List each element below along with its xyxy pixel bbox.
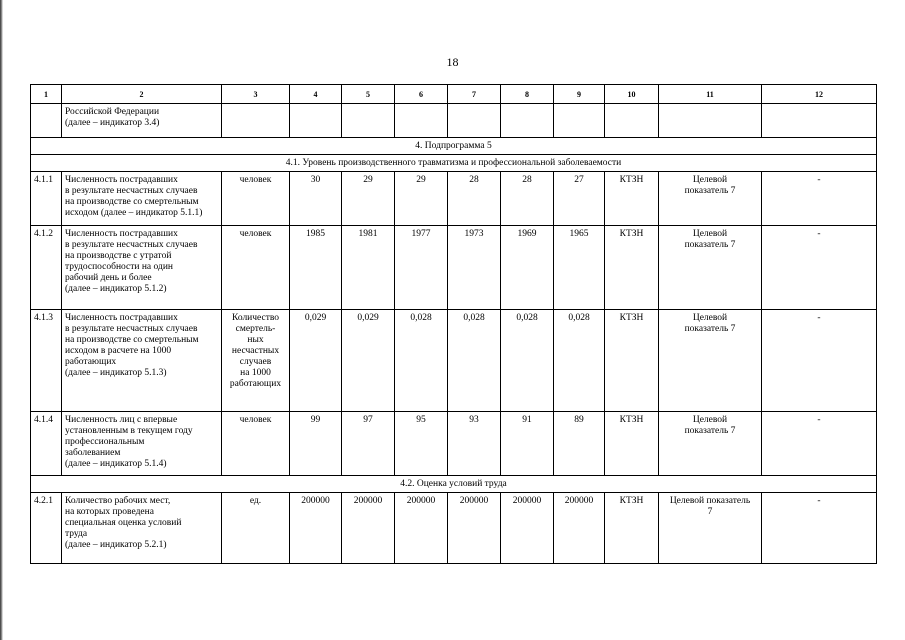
cell-indicator-name: Количество рабочих мест, на которых проведена специальная оценка условий труда (далее – индикатор 5.2.1): [62, 493, 222, 564]
cell-value-6: 27: [554, 172, 605, 226]
cell-responsible: КТЗН: [605, 310, 659, 412]
cell-value-2: 29: [342, 172, 395, 226]
table-body: [31, 85, 877, 564]
cell-value-2: 200000: [342, 493, 395, 564]
cell-unit: человек: [222, 412, 290, 476]
cell-unit: Количество смертель- ных несчастных случаев на 1000 работающих: [222, 310, 290, 412]
cell-value-1: 99: [290, 412, 342, 476]
cell-empty: [290, 104, 342, 138]
cell-empty: [605, 104, 659, 138]
cell-value-3: 1977: [395, 226, 448, 310]
cell-value-4: 1973: [448, 226, 501, 310]
cell-value-3: 0,028: [395, 310, 448, 412]
header-cell-7: 7: [448, 85, 501, 104]
cell-empty: [342, 104, 395, 138]
cell-indicator-name: Российской Федерации (далее – индикатор 3.4): [62, 104, 222, 138]
cell-value-5: 1969: [501, 226, 554, 310]
section-title: 4.2. Оценка условий труда: [31, 476, 877, 493]
cell-num: 4.1.2: [31, 226, 62, 310]
cell-value-2: 1981: [342, 226, 395, 310]
cell-unit: человек: [222, 172, 290, 226]
cell-note: -: [762, 172, 877, 226]
indicator-row: [31, 172, 877, 226]
cell-indicator-name: Численность пострадавших в результате несчастных случаев на производстве со смертельным исходом в расчете на 1000 работающих (далее – индикатор 5.1.3): [62, 310, 222, 412]
cell-value-5: 0,028: [501, 310, 554, 412]
cell-value-5: 91: [501, 412, 554, 476]
cell-value-4: 0,028: [448, 310, 501, 412]
continuation-row: [31, 104, 877, 138]
cell-value-6: 89: [554, 412, 605, 476]
header-cell-12: 12: [762, 85, 877, 104]
cell-empty: [554, 104, 605, 138]
cell-value-5: 200000: [501, 493, 554, 564]
indicator-table: [30, 84, 877, 564]
section-row: [31, 476, 877, 493]
header-cell-11: 11: [659, 85, 762, 104]
cell-responsible: КТЗН: [605, 412, 659, 476]
header-cell-6: 6: [395, 85, 448, 104]
cell-num: 4.2.1: [31, 493, 62, 564]
cell-value-3: 29: [395, 172, 448, 226]
cell-num: [31, 104, 62, 138]
cell-value-3: 200000: [395, 493, 448, 564]
header-cell-10: 10: [605, 85, 659, 104]
cell-empty: [501, 104, 554, 138]
cell-value-4: 93: [448, 412, 501, 476]
page-number: 18: [446, 55, 459, 69]
cell-value-1: 200000: [290, 493, 342, 564]
cell-target-link: Целевой показатель 7: [659, 493, 762, 564]
header-row: [31, 85, 877, 104]
cell-indicator-name: Численность лиц с впервые установленным в текущем году профессиональным заболеванием (далее – индикатор 5.1.4): [62, 412, 222, 476]
header-cell-2: 2: [62, 85, 222, 104]
cell-note: -: [762, 226, 877, 310]
subprogram-row: [31, 138, 877, 155]
cell-empty: [659, 104, 762, 138]
cell-note: -: [762, 310, 877, 412]
header-cell-5: 5: [342, 85, 395, 104]
cell-unit: ед.: [222, 493, 290, 564]
indicator-row: [31, 226, 877, 310]
cell-value-3: 95: [395, 412, 448, 476]
cell-unit: человек: [222, 226, 290, 310]
cell-responsible: КТЗН: [605, 172, 659, 226]
cell-value-4: 200000: [448, 493, 501, 564]
cell-value-1: 30: [290, 172, 342, 226]
header-cell-3: 3: [222, 85, 290, 104]
header-cell-8: 8: [501, 85, 554, 104]
cell-num: 4.1.3: [31, 310, 62, 412]
cell-target-link: Целевой показатель 7: [659, 412, 762, 476]
cell-responsible: КТЗН: [605, 493, 659, 564]
cell-value-6: 0,028: [554, 310, 605, 412]
cell-value-1: 0,029: [290, 310, 342, 412]
indicator-row: [31, 412, 877, 476]
scan-edge-shadow: [0, 0, 3, 640]
cell-value-6: 200000: [554, 493, 605, 564]
cell-responsible: КТЗН: [605, 226, 659, 310]
cell-num: 4.1.4: [31, 412, 62, 476]
cell-empty: [762, 104, 877, 138]
indicator-row: [31, 310, 877, 412]
header-cell-1: 1: [31, 85, 62, 104]
cell-value-5: 28: [501, 172, 554, 226]
cell-indicator-name: Численность пострадавших в результате несчастных случаев на производстве со смертельным исходом (далее – индикатор 5.1.1): [62, 172, 222, 226]
cell-empty: [395, 104, 448, 138]
cell-value-1: 1985: [290, 226, 342, 310]
section-row: [31, 155, 877, 172]
cell-empty: [222, 104, 290, 138]
cell-target-link: Целевой показатель 7: [659, 310, 762, 412]
indicator-row: [31, 493, 877, 564]
subprogram-title: 4. Подпрограмма 5: [31, 138, 877, 155]
cell-note: -: [762, 412, 877, 476]
cell-value-6: 1965: [554, 226, 605, 310]
header-cell-9: 9: [554, 85, 605, 104]
cell-target-link: Целевой показатель 7: [659, 226, 762, 310]
section-title: 4.1. Уровень производственного травматизма и профессиональной заболеваемости: [31, 155, 877, 172]
header-cell-4: 4: [290, 85, 342, 104]
cell-indicator-name: Численность пострадавших в результате несчастных случаев на производстве с утратой трудоспособности на один рабочий день и более (далее – индикатор 5.1.2): [62, 226, 222, 310]
cell-note: -: [762, 493, 877, 564]
cell-empty: [448, 104, 501, 138]
cell-target-link: Целевой показатель 7: [659, 172, 762, 226]
cell-value-2: 0,029: [342, 310, 395, 412]
cell-num: 4.1.1: [31, 172, 62, 226]
cell-value-2: 97: [342, 412, 395, 476]
cell-value-4: 28: [448, 172, 501, 226]
